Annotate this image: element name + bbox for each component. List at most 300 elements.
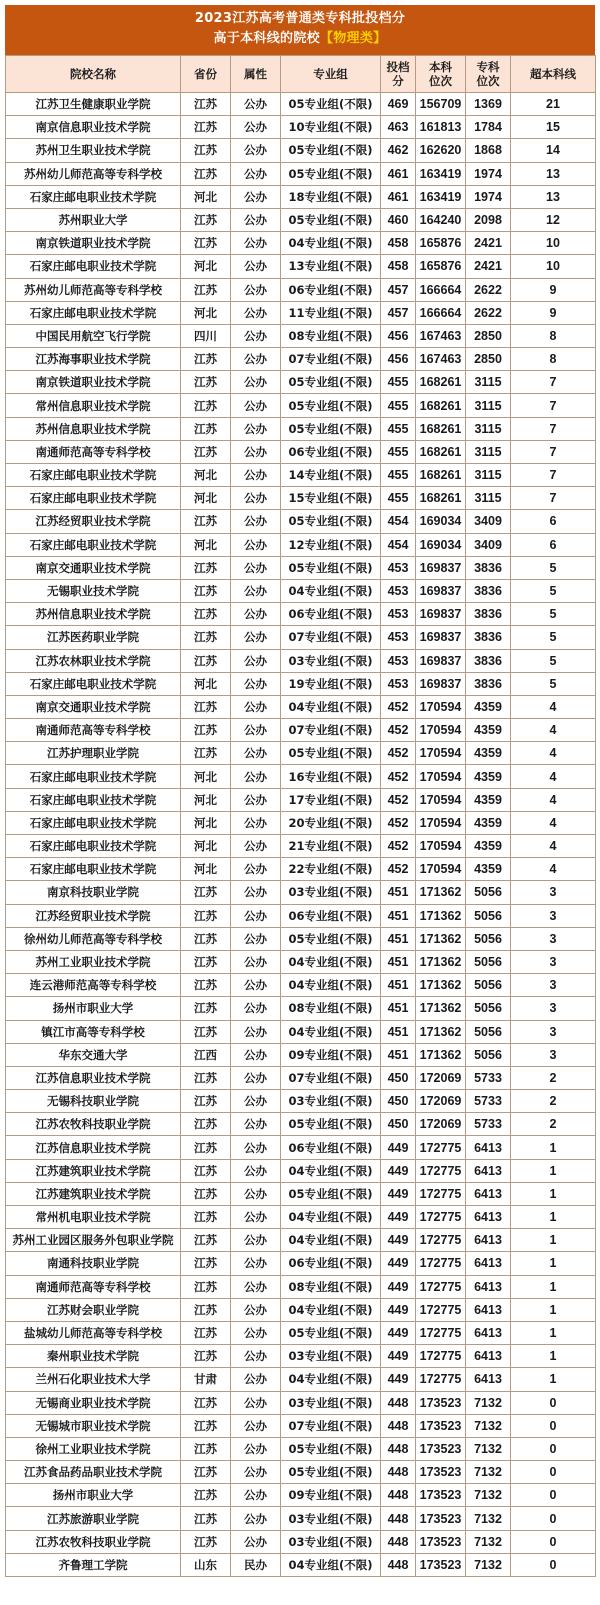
cell-undergrad-rank: 169837 <box>416 603 466 626</box>
cell-undergrad-rank: 173523 <box>416 1530 466 1553</box>
cell-major-group: 05专业组(不限) <box>281 1113 381 1136</box>
cell-score: 449 <box>381 1275 416 1298</box>
cell-above-line: 7 <box>511 487 596 510</box>
cell-score: 462 <box>381 139 416 162</box>
cell-above-line: 13 <box>511 185 596 208</box>
table-row <box>6 649 596 672</box>
table-row <box>6 255 596 278</box>
cell-above-line: 10 <box>511 255 596 278</box>
cell-above-line: 3 <box>511 927 596 950</box>
cell-school-name: 石家庄邮电职业技术学院 <box>6 788 181 811</box>
cell-score: 451 <box>381 1043 416 1066</box>
cell-score: 448 <box>381 1484 416 1507</box>
cell-school-name: 华东交通大学 <box>6 1043 181 1066</box>
cell-score: 448 <box>381 1437 416 1460</box>
cell-ownership: 公办 <box>231 835 281 858</box>
cell-province: 江苏 <box>181 1484 231 1507</box>
cell-score: 461 <box>381 185 416 208</box>
cell-province: 河北 <box>181 672 231 695</box>
cell-undergrad-rank: 172775 <box>416 1229 466 1252</box>
cell-junior-rank: 7132 <box>466 1553 511 1576</box>
cell-ownership: 公办 <box>231 1391 281 1414</box>
cell-above-line: 6 <box>511 510 596 533</box>
cell-score: 455 <box>381 464 416 487</box>
title-line-2 <box>5 29 595 49</box>
table-row <box>6 1391 596 1414</box>
cell-above-line: 1 <box>511 1345 596 1368</box>
cell-province: 江苏 <box>181 1182 231 1205</box>
cell-ownership: 公办 <box>231 324 281 347</box>
cell-school-name: 江苏护理职业学院 <box>6 742 181 765</box>
cell-province: 江苏 <box>181 139 231 162</box>
cell-province: 江苏 <box>181 1298 231 1321</box>
cell-school-name: 江苏医药职业学院 <box>6 626 181 649</box>
cell-school-name: 石家庄邮电职业技术学院 <box>6 765 181 788</box>
cell-above-line: 0 <box>511 1391 596 1414</box>
cell-junior-rank: 3409 <box>466 533 511 556</box>
cell-junior-rank: 1784 <box>466 116 511 139</box>
cell-major-group: 17专业组(不限) <box>281 788 381 811</box>
cell-major-group: 04专业组(不限) <box>281 974 381 997</box>
cell-junior-rank: 6413 <box>466 1345 511 1368</box>
cell-ownership: 公办 <box>231 1182 281 1205</box>
cell-score: 456 <box>381 324 416 347</box>
cell-above-line: 8 <box>511 324 596 347</box>
cell-ownership: 公办 <box>231 464 281 487</box>
cell-undergrad-rank: 172775 <box>416 1252 466 1275</box>
table-row <box>6 1090 596 1113</box>
cell-ownership: 公办 <box>231 765 281 788</box>
cell-junior-rank: 7132 <box>466 1414 511 1437</box>
cell-score: 455 <box>381 371 416 394</box>
header-col-junior-rank: 专科 位次 <box>466 56 511 93</box>
cell-undergrad-rank: 170594 <box>416 811 466 834</box>
cell-junior-rank: 6413 <box>466 1136 511 1159</box>
cell-junior-rank: 3836 <box>466 556 511 579</box>
cell-ownership: 公办 <box>231 927 281 950</box>
cell-province: 江苏 <box>181 695 231 718</box>
cell-school-name: 石家庄邮电职业技术学院 <box>6 858 181 881</box>
cell-undergrad-rank: 171362 <box>416 904 466 927</box>
cell-major-group: 15专业组(不限) <box>281 487 381 510</box>
cell-school-name: 常州信息职业技术学院 <box>6 394 181 417</box>
cell-undergrad-rank: 161813 <box>416 116 466 139</box>
cell-province: 河北 <box>181 487 231 510</box>
cell-major-group: 04专业组(不限) <box>281 232 381 255</box>
cell-junior-rank: 2622 <box>466 301 511 324</box>
cell-undergrad-rank: 168261 <box>416 440 466 463</box>
cell-above-line: 4 <box>511 742 596 765</box>
cell-ownership: 公办 <box>231 510 281 533</box>
cell-undergrad-rank: 171362 <box>416 1043 466 1066</box>
cell-major-group: 07专业组(不限) <box>281 1066 381 1089</box>
cell-junior-rank: 2622 <box>466 278 511 301</box>
cell-ownership: 公办 <box>231 162 281 185</box>
cell-above-line: 4 <box>511 788 596 811</box>
cell-undergrad-rank: 169837 <box>416 672 466 695</box>
cell-major-group: 06专业组(不限) <box>281 1252 381 1275</box>
cell-school-name: 苏州幼儿师范高等专科学校 <box>6 162 181 185</box>
cell-province: 江苏 <box>181 603 231 626</box>
cell-undergrad-rank: 170594 <box>416 695 466 718</box>
cell-major-group: 05专业组(不限) <box>281 556 381 579</box>
cell-above-line: 7 <box>511 371 596 394</box>
cell-undergrad-rank: 165876 <box>416 232 466 255</box>
cell-undergrad-rank: 168261 <box>416 417 466 440</box>
cell-ownership: 公办 <box>231 232 281 255</box>
admission-score-table <box>5 55 596 1577</box>
cell-above-line: 0 <box>511 1530 596 1553</box>
cell-school-name: 常州机电职业技术学院 <box>6 1206 181 1229</box>
cell-score: 469 <box>381 93 416 116</box>
table-row <box>6 1298 596 1321</box>
table-row <box>6 1159 596 1182</box>
cell-undergrad-rank: 171362 <box>416 950 466 973</box>
cell-undergrad-rank: 173523 <box>416 1484 466 1507</box>
cell-ownership: 公办 <box>231 950 281 973</box>
cell-school-name: 苏州信息职业技术学院 <box>6 603 181 626</box>
table-row <box>6 788 596 811</box>
table-row <box>6 510 596 533</box>
header-col-school-name: 院校名称 <box>6 56 181 93</box>
cell-province: 河北 <box>181 301 231 324</box>
score-table-document <box>5 5 595 1577</box>
table-row <box>6 116 596 139</box>
table-row <box>6 927 596 950</box>
cell-school-name: 江苏经贸职业技术学院 <box>6 510 181 533</box>
table-row <box>6 1345 596 1368</box>
cell-junior-rank: 3836 <box>466 579 511 602</box>
cell-ownership: 公办 <box>231 1043 281 1066</box>
table-row <box>6 1507 596 1530</box>
table-row <box>6 487 596 510</box>
cell-above-line: 2 <box>511 1113 596 1136</box>
cell-undergrad-rank: 170594 <box>416 858 466 881</box>
table-row <box>6 440 596 463</box>
cell-province: 河北 <box>181 533 231 556</box>
table-row <box>6 93 596 116</box>
cell-ownership: 公办 <box>231 348 281 371</box>
cell-junior-rank: 7132 <box>466 1437 511 1460</box>
cell-ownership: 公办 <box>231 208 281 231</box>
cell-province: 江苏 <box>181 208 231 231</box>
cell-junior-rank: 5733 <box>466 1090 511 1113</box>
cell-undergrad-rank: 172775 <box>416 1206 466 1229</box>
cell-undergrad-rank: 163419 <box>416 162 466 185</box>
cell-ownership: 公办 <box>231 440 281 463</box>
table-row <box>6 417 596 440</box>
cell-above-line: 8 <box>511 348 596 371</box>
cell-school-name: 石家庄邮电职业技术学院 <box>6 672 181 695</box>
cell-province: 江苏 <box>181 116 231 139</box>
cell-undergrad-rank: 173523 <box>416 1461 466 1484</box>
cell-school-name: 石家庄邮电职业技术学院 <box>6 835 181 858</box>
table-row <box>6 1043 596 1066</box>
cell-school-name: 秦州职业技术学院 <box>6 1345 181 1368</box>
table-row <box>6 1252 596 1275</box>
cell-major-group: 04专业组(不限) <box>281 1298 381 1321</box>
cell-ownership: 公办 <box>231 695 281 718</box>
cell-undergrad-rank: 171362 <box>416 881 466 904</box>
cell-score: 449 <box>381 1345 416 1368</box>
cell-junior-rank: 3115 <box>466 487 511 510</box>
cell-junior-rank: 3115 <box>466 440 511 463</box>
table-row <box>6 1113 596 1136</box>
cell-undergrad-rank: 168261 <box>416 464 466 487</box>
cell-junior-rank: 5733 <box>466 1113 511 1136</box>
cell-school-name: 石家庄邮电职业技术学院 <box>6 811 181 834</box>
cell-above-line: 10 <box>511 232 596 255</box>
cell-ownership: 公办 <box>231 93 281 116</box>
cell-ownership: 公办 <box>231 1484 281 1507</box>
cell-major-group: 19专业组(不限) <box>281 672 381 695</box>
table-row <box>6 1530 596 1553</box>
cell-junior-rank: 2421 <box>466 255 511 278</box>
header-col-ownership: 属性 <box>231 56 281 93</box>
cell-junior-rank: 3409 <box>466 510 511 533</box>
cell-undergrad-rank: 171362 <box>416 1020 466 1043</box>
cell-school-name: 石家庄邮电职业技术学院 <box>6 255 181 278</box>
cell-score: 452 <box>381 858 416 881</box>
cell-major-group: 16专业组(不限) <box>281 765 381 788</box>
cell-province: 江苏 <box>181 510 231 533</box>
cell-undergrad-rank: 172775 <box>416 1159 466 1182</box>
cell-above-line: 5 <box>511 556 596 579</box>
cell-undergrad-rank: 170594 <box>416 835 466 858</box>
cell-major-group: 05专业组(不限) <box>281 371 381 394</box>
cell-ownership: 公办 <box>231 1345 281 1368</box>
cell-major-group: 06专业组(不限) <box>281 1136 381 1159</box>
cell-junior-rank: 2098 <box>466 208 511 231</box>
cell-score: 449 <box>381 1182 416 1205</box>
cell-junior-rank: 7132 <box>466 1530 511 1553</box>
cell-ownership: 公办 <box>231 1090 281 1113</box>
table-row <box>6 765 596 788</box>
cell-undergrad-rank: 168261 <box>416 371 466 394</box>
cell-school-name: 徐州幼儿师范高等专科学校 <box>6 927 181 950</box>
cell-province: 江苏 <box>181 950 231 973</box>
cell-junior-rank: 5056 <box>466 997 511 1020</box>
title-category-highlight: 【物理类】 <box>319 31 387 46</box>
cell-major-group: 07专业组(不限) <box>281 719 381 742</box>
cell-school-name: 南通师范高等专科学校 <box>6 440 181 463</box>
table-row <box>6 579 596 602</box>
table-row <box>6 1206 596 1229</box>
cell-junior-rank: 4359 <box>466 695 511 718</box>
cell-score: 457 <box>381 278 416 301</box>
cell-school-name: 江苏农林职业技术学院 <box>6 649 181 672</box>
cell-junior-rank: 6413 <box>466 1252 511 1275</box>
cell-ownership: 公办 <box>231 1530 281 1553</box>
cell-major-group: 06专业组(不限) <box>281 440 381 463</box>
cell-school-name: 江苏农牧科技职业学院 <box>6 1113 181 1136</box>
cell-school-name: 江苏海事职业技术学院 <box>6 348 181 371</box>
cell-ownership: 公办 <box>231 1321 281 1344</box>
cell-junior-rank: 1974 <box>466 162 511 185</box>
cell-school-name: 江苏农牧科技职业学院 <box>6 1530 181 1553</box>
cell-above-line: 5 <box>511 579 596 602</box>
cell-province: 江苏 <box>181 1414 231 1437</box>
cell-major-group: 13专业组(不限) <box>281 255 381 278</box>
cell-score: 451 <box>381 997 416 1020</box>
table-row <box>6 858 596 881</box>
cell-junior-rank: 1868 <box>466 139 511 162</box>
cell-above-line: 0 <box>511 1553 596 1576</box>
cell-province: 江苏 <box>181 974 231 997</box>
cell-province: 江苏 <box>181 719 231 742</box>
table-row <box>6 464 596 487</box>
cell-province: 江苏 <box>181 162 231 185</box>
table-row <box>6 533 596 556</box>
cell-province: 江苏 <box>181 1020 231 1043</box>
cell-score: 450 <box>381 1090 416 1113</box>
cell-major-group: 04专业组(不限) <box>281 1206 381 1229</box>
cell-above-line: 3 <box>511 997 596 1020</box>
cell-school-name: 兰州石化职业技术大学 <box>6 1368 181 1391</box>
cell-school-name: 扬州市职业大学 <box>6 1484 181 1507</box>
cell-province: 河北 <box>181 811 231 834</box>
table-row <box>6 1136 596 1159</box>
table-row <box>6 1484 596 1507</box>
cell-school-name: 无锡职业技术学院 <box>6 579 181 602</box>
cell-above-line: 0 <box>511 1484 596 1507</box>
cell-undergrad-rank: 166664 <box>416 301 466 324</box>
cell-major-group: 03专业组(不限) <box>281 1345 381 1368</box>
header-col-province: 省份 <box>181 56 231 93</box>
cell-major-group: 05专业组(不限) <box>281 1461 381 1484</box>
cell-above-line: 4 <box>511 695 596 718</box>
header-col-undergrad-rank: 本科 位次 <box>416 56 466 93</box>
cell-ownership: 公办 <box>231 1113 281 1136</box>
cell-major-group: 05专业组(不限) <box>281 417 381 440</box>
cell-junior-rank: 2850 <box>466 324 511 347</box>
cell-province: 江苏 <box>181 1507 231 1530</box>
cell-above-line: 14 <box>511 139 596 162</box>
cell-ownership: 公办 <box>231 371 281 394</box>
cell-score: 452 <box>381 835 416 858</box>
cell-undergrad-rank: 170594 <box>416 719 466 742</box>
cell-above-line: 3 <box>511 1043 596 1066</box>
cell-junior-rank: 4359 <box>466 811 511 834</box>
cell-school-name: 江苏旅游职业学院 <box>6 1507 181 1530</box>
cell-major-group: 10专业组(不限) <box>281 116 381 139</box>
cell-above-line: 5 <box>511 672 596 695</box>
cell-major-group: 08专业组(不限) <box>281 324 381 347</box>
cell-junior-rank: 5733 <box>466 1066 511 1089</box>
cell-province: 江苏 <box>181 1345 231 1368</box>
header-col-score: 投档分 <box>381 56 416 93</box>
cell-score: 449 <box>381 1206 416 1229</box>
table-row <box>6 695 596 718</box>
cell-above-line: 21 <box>511 93 596 116</box>
cell-score: 449 <box>381 1229 416 1252</box>
table-row <box>6 1229 596 1252</box>
cell-score: 452 <box>381 742 416 765</box>
cell-major-group: 05专业组(不限) <box>281 1321 381 1344</box>
cell-junior-rank: 2850 <box>466 348 511 371</box>
cell-province: 甘肃 <box>181 1368 231 1391</box>
cell-above-line: 5 <box>511 603 596 626</box>
table-row <box>6 371 596 394</box>
cell-junior-rank: 6413 <box>466 1321 511 1344</box>
cell-above-line: 5 <box>511 626 596 649</box>
title-line-1: 2023江苏高考普通类专科批投档分 <box>194 11 406 26</box>
cell-score: 448 <box>381 1553 416 1576</box>
cell-major-group: 04专业组(不限) <box>281 950 381 973</box>
cell-major-group: 11专业组(不限) <box>281 301 381 324</box>
cell-ownership: 公办 <box>231 116 281 139</box>
cell-score: 450 <box>381 1113 416 1136</box>
cell-ownership: 公办 <box>231 1414 281 1437</box>
cell-province: 江苏 <box>181 1090 231 1113</box>
cell-school-name: 南通师范高等专科学校 <box>6 1275 181 1298</box>
cell-score: 451 <box>381 881 416 904</box>
cell-ownership: 公办 <box>231 788 281 811</box>
cell-score: 455 <box>381 394 416 417</box>
cell-score: 448 <box>381 1507 416 1530</box>
table-row <box>6 719 596 742</box>
cell-score: 449 <box>381 1159 416 1182</box>
cell-junior-rank: 7132 <box>466 1461 511 1484</box>
table-row <box>6 301 596 324</box>
cell-major-group: 22专业组(不限) <box>281 858 381 881</box>
cell-junior-rank: 5056 <box>466 927 511 950</box>
cell-score: 451 <box>381 1020 416 1043</box>
table-row <box>6 1368 596 1391</box>
cell-score: 449 <box>381 1136 416 1159</box>
cell-undergrad-rank: 172775 <box>416 1275 466 1298</box>
cell-school-name: 无锡科技职业学院 <box>6 1090 181 1113</box>
cell-school-name: 南京科技职业学院 <box>6 881 181 904</box>
cell-ownership: 公办 <box>231 556 281 579</box>
table-row <box>6 997 596 1020</box>
cell-undergrad-rank: 165876 <box>416 255 466 278</box>
cell-province: 江苏 <box>181 904 231 927</box>
cell-school-name: 南京交通职业技术学院 <box>6 556 181 579</box>
cell-major-group: 08专业组(不限) <box>281 997 381 1020</box>
cell-above-line: 0 <box>511 1507 596 1530</box>
cell-above-line: 7 <box>511 417 596 440</box>
cell-above-line: 4 <box>511 858 596 881</box>
cell-undergrad-rank: 172775 <box>416 1182 466 1205</box>
cell-school-name: 南通师范高等专科学校 <box>6 719 181 742</box>
cell-ownership: 公办 <box>231 1461 281 1484</box>
cell-junior-rank: 5056 <box>466 1043 511 1066</box>
cell-above-line: 1 <box>511 1368 596 1391</box>
cell-province: 江苏 <box>181 440 231 463</box>
cell-score: 452 <box>381 695 416 718</box>
cell-ownership: 公办 <box>231 1275 281 1298</box>
cell-above-line: 9 <box>511 301 596 324</box>
cell-school-name: 江苏卫生健康职业学院 <box>6 93 181 116</box>
cell-province: 江苏 <box>181 417 231 440</box>
cell-above-line: 13 <box>511 162 596 185</box>
cell-school-name: 江苏建筑职业技术学院 <box>6 1182 181 1205</box>
cell-score: 460 <box>381 208 416 231</box>
cell-undergrad-rank: 172775 <box>416 1321 466 1344</box>
cell-score: 449 <box>381 1252 416 1275</box>
cell-school-name: 扬州市职业大学 <box>6 997 181 1020</box>
cell-school-name: 苏州卫生职业技术学院 <box>6 139 181 162</box>
cell-province: 江苏 <box>181 394 231 417</box>
cell-province: 江苏 <box>181 1229 231 1252</box>
cell-undergrad-rank: 169837 <box>416 626 466 649</box>
cell-above-line: 1 <box>511 1182 596 1205</box>
cell-ownership: 公办 <box>231 579 281 602</box>
cell-major-group: 07专业组(不限) <box>281 626 381 649</box>
cell-province: 江苏 <box>181 1066 231 1089</box>
cell-province: 江苏 <box>181 1437 231 1460</box>
